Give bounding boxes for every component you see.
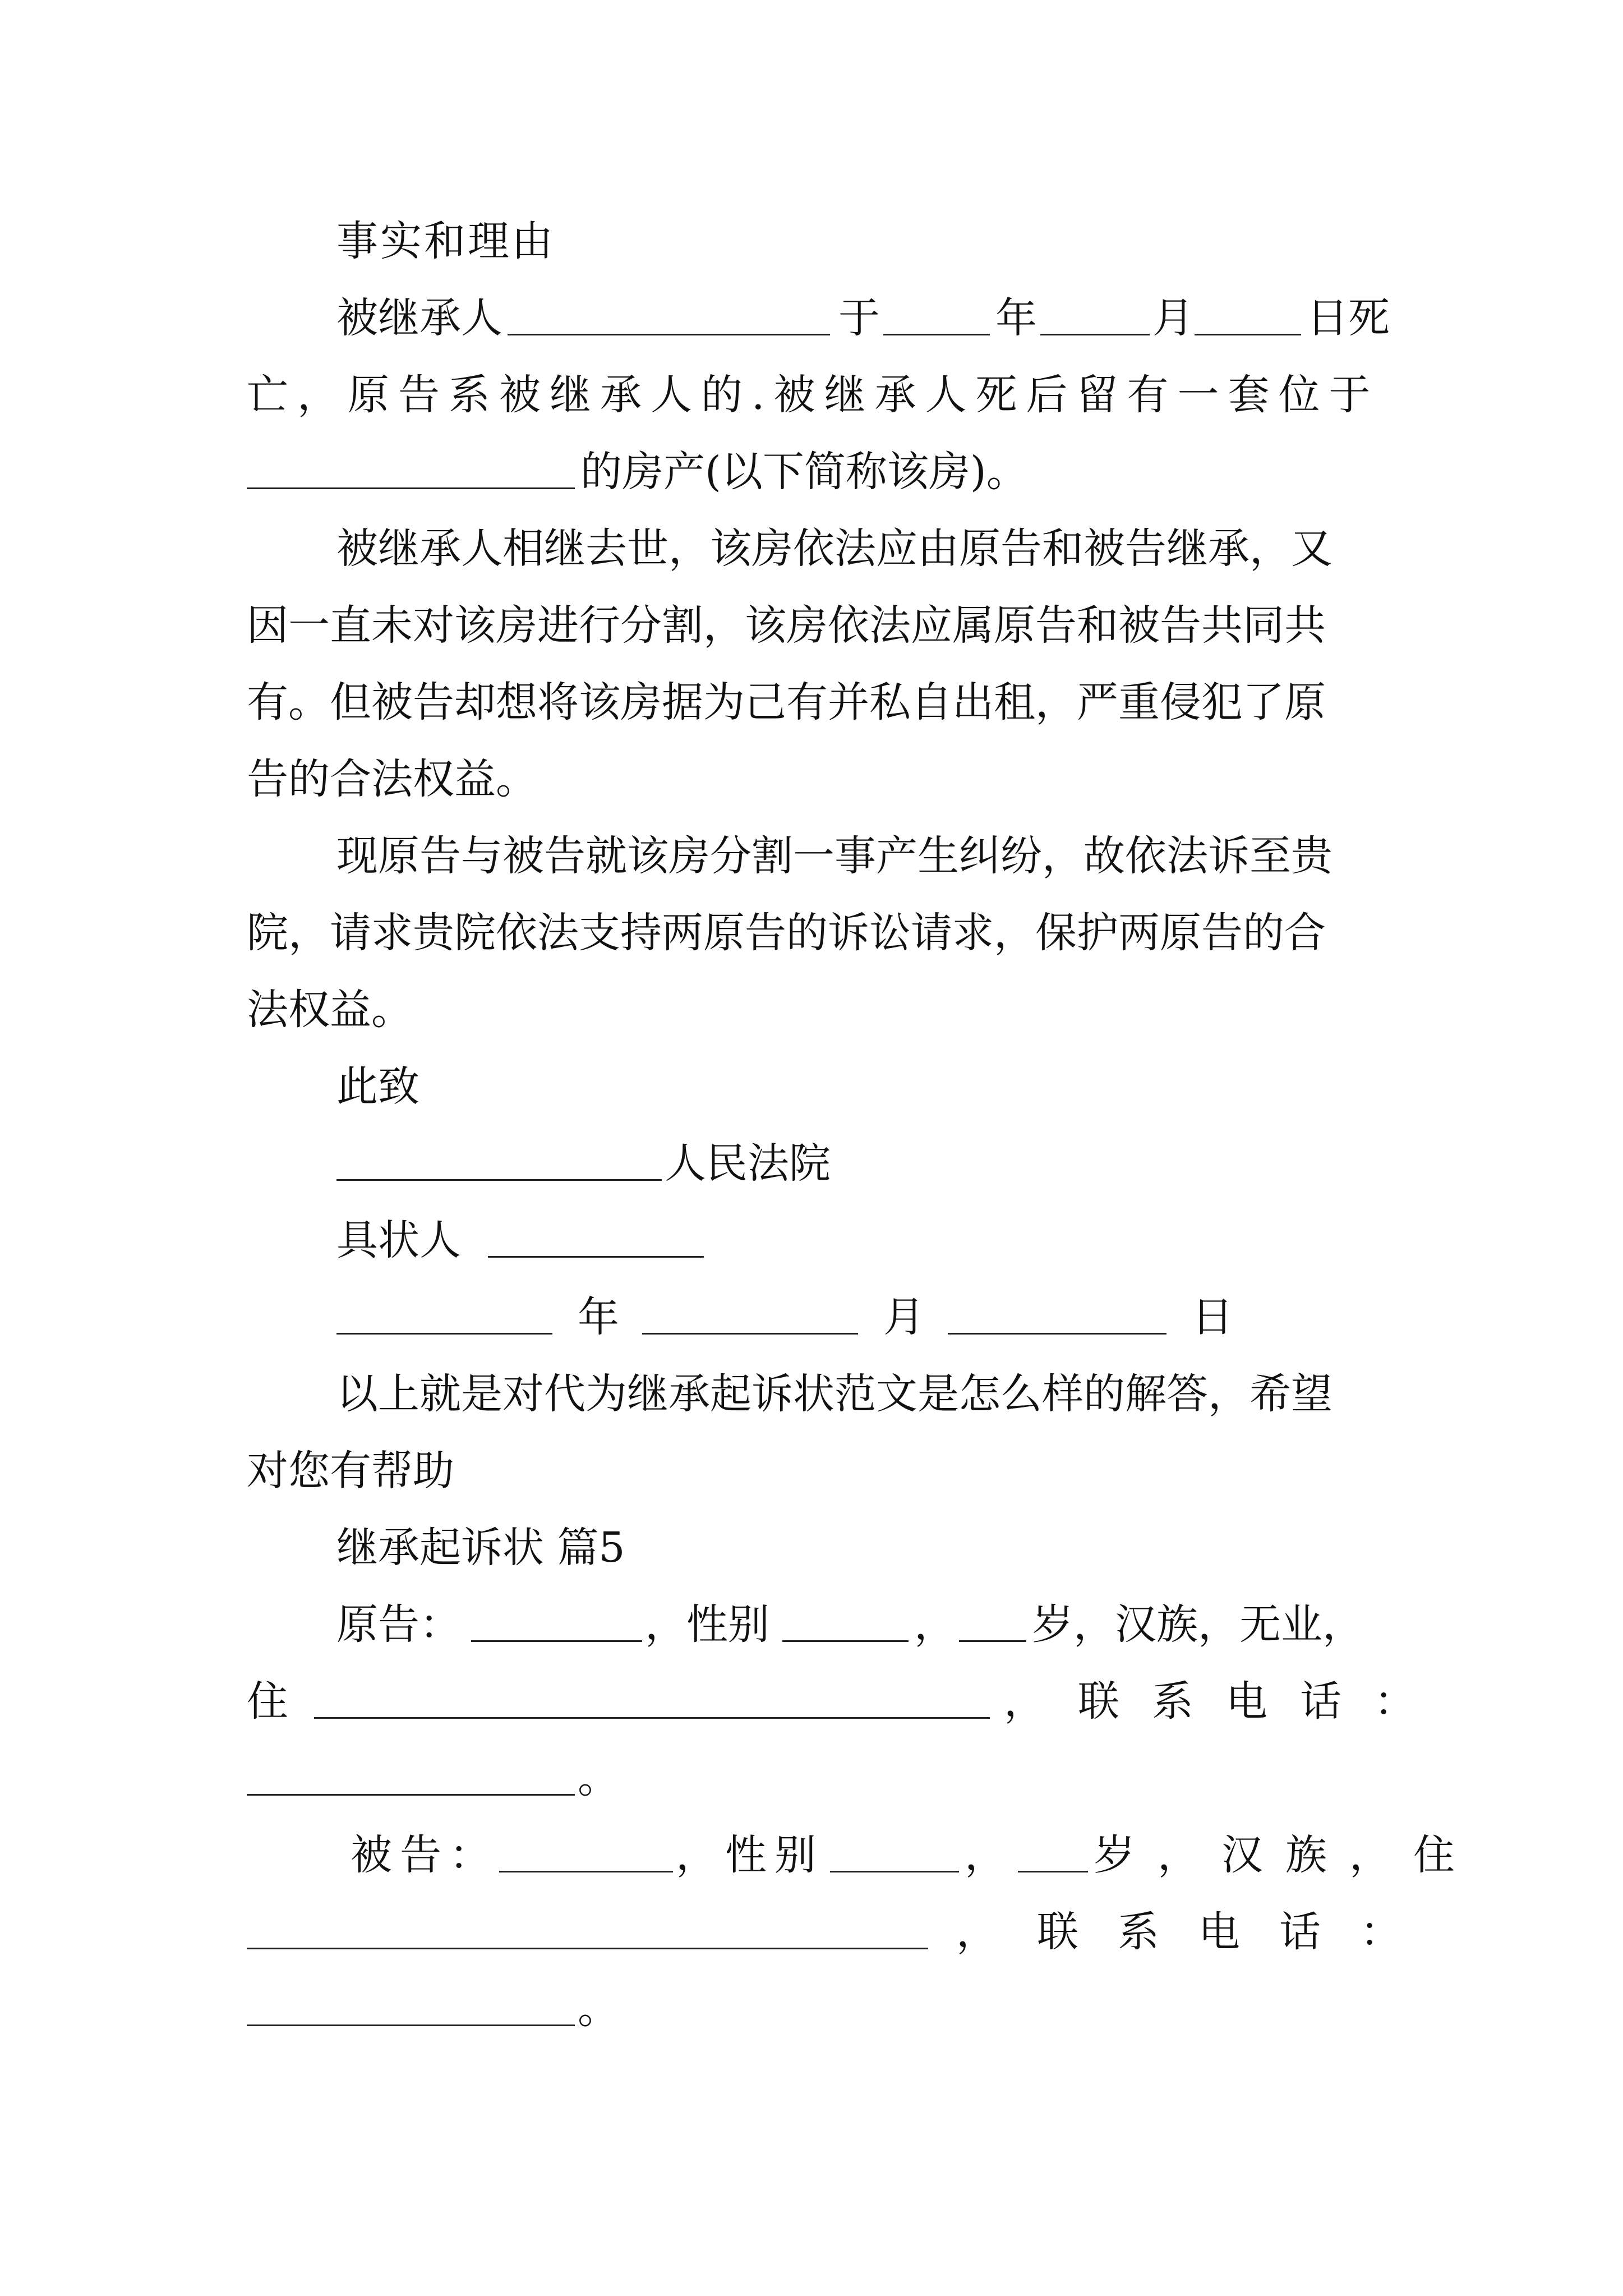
salutation-line [0, 1059, 1623, 1115]
blank-plaintiff-name [471, 1640, 642, 1642]
phone-label: ，联系电话： [1004, 1677, 1448, 1726]
paragraph-2-line-4 [0, 751, 1623, 807]
text-segment: 院，请求贵院依法支持两原告的诉讼请求，保护两原告的合 [247, 909, 1326, 957]
plaintiff-line-3 [0, 1750, 1623, 1806]
defendant-line-1 [0, 1827, 1623, 1883]
heading-text: 事实和理由 [336, 217, 555, 265]
period: 。 [578, 1985, 619, 2033]
blank-plaintiff-address [314, 1717, 990, 1719]
blank-date-month [642, 1333, 858, 1335]
text-segment: 以上就是对代为继承起诉状范文是怎么样的解答，希望 [336, 1370, 1332, 1418]
paragraph-3-line-1 [0, 828, 1623, 884]
signer-line [0, 1212, 1623, 1268]
blank-defendant-address [247, 1948, 928, 1949]
text-segment: 年 [995, 294, 1037, 342]
blank-defendant-age [1018, 1871, 1088, 1872]
text-segment: 法权益。 [247, 986, 413, 1034]
blank-court-name [336, 1179, 662, 1181]
paragraph-3-line-3 [0, 982, 1623, 1038]
text-segment: 的房产(以下简称该房)。 [580, 448, 1028, 496]
period: 。 [578, 1754, 619, 1802]
section-title: 继承起诉状 篇5 [336, 1524, 625, 1572]
text-segment: 月 [1152, 294, 1194, 342]
section-title-line [0, 1520, 1623, 1576]
text-segment: 被继承人相继去世，该房依法应由原告和被告继承，又 [336, 524, 1332, 573]
text-segment: 于 [838, 294, 880, 342]
court-text: 人民法院 [665, 1139, 831, 1188]
blank-plaintiff-gender [782, 1640, 909, 1642]
text-segment: 告的合法权益。 [247, 755, 537, 803]
signer-label: 具状人 [336, 1216, 461, 1264]
defendant-label: 被告： [351, 1831, 499, 1879]
gender-label: ，性别 [645, 1600, 769, 1649]
date-month-label: 月 [883, 1293, 925, 1341]
court-line [0, 1135, 1623, 1191]
paragraph-2-line-2 [0, 597, 1623, 654]
paragraph-2-line-1 [0, 521, 1623, 577]
plaintiff-line-1 [0, 1596, 1623, 1653]
defendant-line-3 [0, 1981, 1623, 2037]
paragraph-1-line-3 [0, 444, 1623, 500]
date-year-label: 年 [578, 1293, 619, 1341]
blank-defendant-phone [247, 2024, 575, 2026]
blank-year [883, 334, 990, 335]
age-suffix: 岁，汉族，住 [1094, 1831, 1477, 1879]
age-suffix: 岁，汉族，无业， [1032, 1600, 1364, 1649]
blank-defendant-name [499, 1871, 673, 1872]
paragraph-1-line-2 [0, 367, 1623, 423]
paragraph-1-line-1 [0, 290, 1623, 346]
text-segment: 有。但被告却想将该房据为己有并私自出租，严重侵犯了原 [247, 678, 1326, 726]
date-line [0, 1289, 1623, 1345]
gender-label: ，性别 [676, 1831, 824, 1879]
text-segment: 因一直未对该房进行分割，该房依法应属原告和被告共同共 [247, 601, 1326, 650]
blank-signer [488, 1256, 704, 1258]
section-heading-facts [0, 213, 1623, 269]
blank-date-year [336, 1333, 552, 1335]
comma: ， [914, 1600, 956, 1649]
defendant-line-2 [0, 1904, 1623, 1960]
paragraph-3-line-2 [0, 905, 1623, 961]
address-label: 住 [247, 1677, 288, 1726]
text-segment: 对您有帮助 [247, 1447, 454, 1495]
text-segment: 亡，原告系被继承人的.被继承人死后留有一套位于 [247, 371, 1380, 419]
phone-label: ，联系电话： [956, 1908, 1441, 1956]
comma: ， [965, 1831, 1006, 1879]
blank-day [1195, 334, 1301, 335]
blank-month [1040, 334, 1150, 335]
blank-property-location [247, 487, 575, 489]
summary-line-1 [0, 1366, 1623, 1422]
blank-defendant-gender [830, 1871, 959, 1872]
blank-plaintiff-age [959, 1640, 1026, 1642]
blank-testator-name [508, 334, 830, 335]
summary-line-2 [0, 1443, 1623, 1499]
text-segment: 被继承人 [336, 294, 502, 342]
text-segment: 现原告与被告就该房分割一事产生纠纷，故依法诉至贵 [336, 832, 1332, 880]
date-day-label: 日 [1192, 1293, 1233, 1341]
blank-date-day [948, 1333, 1166, 1335]
salutation-text: 此致 [336, 1062, 419, 1111]
plaintiff-line-2 [0, 1673, 1623, 1729]
blank-plaintiff-phone [247, 1794, 575, 1796]
plaintiff-label: 原告： [336, 1600, 461, 1649]
text-segment: 日死 [1307, 294, 1390, 342]
paragraph-2-line-3 [0, 674, 1623, 730]
